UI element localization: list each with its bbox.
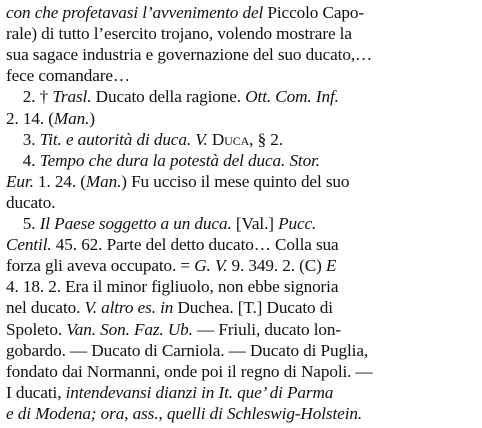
text-segment: Man. <box>85 171 122 191</box>
text-segment: Duchea. [T.] Ducato di <box>173 298 333 318</box>
text-line <box>6 341 368 361</box>
text-line <box>6 277 338 297</box>
text-segment: Centil. <box>6 235 52 255</box>
text-segment: ducato. <box>6 192 56 212</box>
text-line <box>6 87 339 107</box>
text-line <box>6 235 339 255</box>
text-line <box>6 24 352 44</box>
text-line <box>6 214 316 234</box>
text-segment: 4. <box>6 150 40 170</box>
text-segment: e di Modena; ora, ass., quelli di Schleswig-Holstein. <box>6 403 363 423</box>
text-segment: Man. <box>53 108 90 128</box>
text-segment: ) Fu ucciso il mese quinto del suo <box>121 171 350 191</box>
text-segment: Tit. e autorità di duca. V. <box>39 129 208 149</box>
text-segment: 4. 18. 2. Era il minor figliuolo, non ebbe signoria <box>6 277 339 297</box>
text-segment: gobardo. — Ducato di Carniola. — Ducato di Puglia, <box>6 340 369 360</box>
text-segment: ) <box>89 108 95 128</box>
text-segment: Spoleto. <box>6 319 67 339</box>
text-segment: nel ducato. <box>6 298 85 318</box>
text-segment: Tempo che dura la potestà del duca. <box>39 150 286 170</box>
text-segment: intendevansi dianzi in It. que’ di Parma <box>65 382 334 402</box>
text-segment: V. altro es. in <box>84 298 174 318</box>
text-segment: Duca <box>211 129 250 149</box>
text-segment: sua sagace industria e governazione del suo ducato,… <box>6 45 373 65</box>
text-segment: — Friuli, ducato lon- <box>192 319 342 339</box>
text-line <box>6 151 320 171</box>
text-segment: 3. <box>6 129 40 149</box>
text-line <box>6 320 341 340</box>
text-line <box>6 193 55 213</box>
dictionary-entry-ducato <box>6 3 478 425</box>
text-segment: 2. 14. ( <box>6 108 54 128</box>
text-segment: 1. 24. ( <box>33 171 86 191</box>
text-line <box>6 404 362 424</box>
text-segment: I ducati, <box>6 382 66 402</box>
text-segment: , § 2. <box>249 129 283 149</box>
text-segment: [Val.] <box>231 214 279 233</box>
text-line <box>6 66 130 86</box>
text-segment: 2. † <box>6 87 53 107</box>
text-segment: 9. 349. 2. (C) <box>227 256 326 276</box>
text-segment: Ott. Com. Inf. <box>245 87 339 107</box>
text-segment: fece comandare… <box>6 66 130 86</box>
text-line <box>6 383 333 403</box>
text-segment: Van. Son. Faz. Ub. <box>66 319 193 339</box>
text-segment: del <box>242 3 264 22</box>
text-segment: fondato dai Normanni, onde poi il regno di Napoli. — <box>6 361 373 381</box>
text-segment: Il Paese soggetto a un duca. <box>39 214 232 233</box>
text-segment: forza gli aveva occupato. = <box>6 256 195 276</box>
text-segment: Eur. <box>6 171 34 191</box>
text-segment: Trasl. <box>52 87 92 107</box>
text-line <box>6 298 333 318</box>
text-line <box>6 172 349 192</box>
text-segment: E <box>325 256 337 276</box>
text-segment: rale) di tutto l’esercito trojano, volendo mostrare la <box>6 24 352 44</box>
text-segment: 45. 62. Parte del detto ducato… Colla sua <box>51 235 339 255</box>
text-line <box>6 362 373 382</box>
text-line <box>6 109 95 129</box>
text-segment: Stor. <box>289 150 320 170</box>
text-line <box>6 256 336 276</box>
text-segment: Pucc. <box>278 214 317 233</box>
text-segment: Ducato della ragione. <box>91 87 246 107</box>
text-segment: con che profetavasi l’avvenimento <box>6 3 239 22</box>
text-line <box>6 45 372 65</box>
text-line <box>6 130 283 150</box>
text-segment: 5. <box>6 214 40 233</box>
text-segment: Piccolo Capo- <box>263 3 364 22</box>
text-line <box>6 3 364 23</box>
text-segment: G. V. <box>194 256 228 276</box>
